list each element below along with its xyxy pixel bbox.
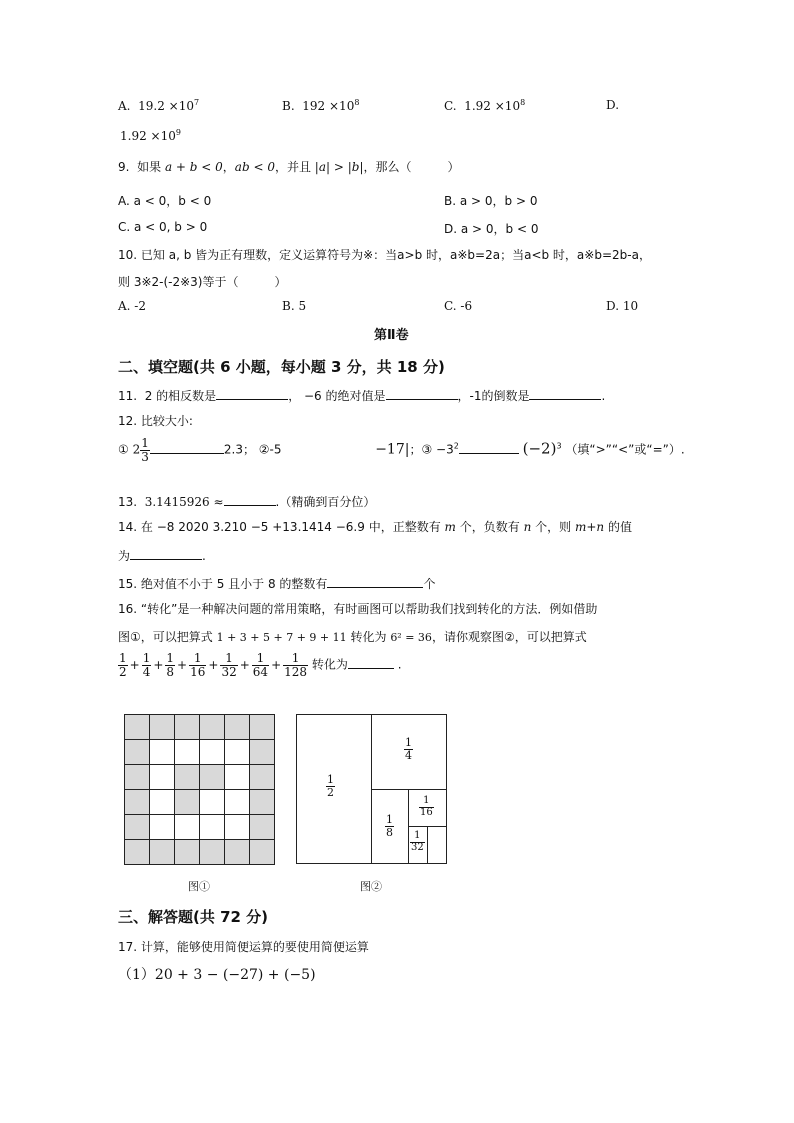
fig1-cell <box>250 790 275 815</box>
fig1-cell <box>250 740 275 765</box>
q16-line2: 图①，可以把算式 1 + 3 + 5 + 7 + 9 + 11 转化为 6² = 36，请你观察图②，可以把算式 <box>118 630 587 644</box>
part2-title: 第Ⅱ卷 <box>374 328 409 343</box>
section2-title: 二、填空题(共 6 小题，每小题 3 分，共 18 分) <box>118 358 445 376</box>
q8-option-b: B. $192 \times 10^8$ <box>282 98 360 113</box>
fig2-label-eighth: $\frac{1}{8}$ <box>386 813 393 839</box>
fig1-cell <box>225 765 250 790</box>
q14-line1: 14. 在 −8 2020 3.210 −5 +13.1414 −6.9 中，正整数有 m 个，负数有 n 个，则 m+n 的值 <box>118 520 633 534</box>
q9-stem: 9. 如果 a + b < 0，ab < 0，并且 |a| > |b|，那么（ ） <box>118 160 460 174</box>
q11: 11. 2 的相反数是 ， −6 的绝对值是 ，-1的倒数是 . <box>118 389 606 403</box>
figure-2-squares <box>296 714 450 866</box>
fig1-cell <box>200 840 225 865</box>
fig1-cell <box>150 765 175 790</box>
q17-sub1: （1）20 + 3 − (−27) + (−5) <box>118 967 316 983</box>
q15: 15. 绝对值不小于 5 且小于 8 的整数有 个 <box>118 577 436 591</box>
series-plus: + <box>239 657 250 672</box>
fig1-cell <box>175 840 200 865</box>
fig1-cell <box>250 840 275 865</box>
fig1-cell <box>175 765 200 790</box>
fig1-cell <box>125 765 150 790</box>
series-plus: + <box>271 657 282 672</box>
fig1-cell <box>225 715 250 740</box>
q9-option-d: D. a > 0，b < 0 <box>444 222 539 236</box>
fig2-label-thirtysecond: $\frac{1}{32}$ <box>411 830 424 853</box>
fig1-cell <box>175 815 200 840</box>
q8-option-d-value: $1.92 \times 10^9$ <box>120 128 181 143</box>
fig1-cell <box>125 840 150 865</box>
series-fraction: $\frac{1}{128}$ <box>284 651 308 679</box>
fig1-cell <box>150 815 175 840</box>
q16-line1: 16. “转化”是一种解决问题的常用策略，有时画图可以帮助我们找到转化的方法．例如借助 <box>118 602 598 616</box>
q16-series: $\frac{1}{2}$ + $\frac{1}{4}$ + $\frac{1}{8}$ + $\frac{1}{16}$ + $\frac{1}{32}$ + $\frac{1}{64}$ + $\frac{1}{128}$ 转化为 . <box>119 651 402 679</box>
q8-option-a: A. $19.2 \times 10^7$ <box>118 98 200 113</box>
series-fraction: $\frac{1}{64}$ <box>252 651 269 679</box>
q10-line1: 10. 已知 a, b 皆为正有理数，定义运算符号为※：当a>b 时，a※b=2a；当a<b 时，a※b=2b-a， <box>118 248 651 262</box>
q12-items: ① 2 $\frac{1}{3}$ 2.3； ②-5 −17|；③ $-3^2$ $(-2)^3$ （填“>”“<”或“=”）. <box>118 436 685 464</box>
fig1-cell <box>125 740 150 765</box>
series-fraction: $\frac{1}{32}$ <box>221 651 237 679</box>
fig1-cell <box>225 740 250 765</box>
q12-stem: 12. 比较大小: <box>118 414 193 428</box>
q14-line2: 为 . <box>118 549 206 563</box>
q10-line2: 则 3※2-(-2※3)等于（ ） <box>118 275 287 289</box>
fig1-cell <box>200 715 225 740</box>
fig1-cell <box>125 715 150 740</box>
fig1-cell <box>200 765 225 790</box>
fig2-label-sixteenth: $\frac{1}{16}$ <box>420 795 433 818</box>
series-fraction: $\frac{1}{8}$ <box>166 651 175 679</box>
fig1-cell <box>250 765 275 790</box>
fig1-cell <box>150 740 175 765</box>
q10-option-c: C. -6 <box>444 299 473 313</box>
fig1-cell <box>175 740 200 765</box>
fig1-cell <box>150 715 175 740</box>
q10-option-a: A. -2 <box>118 299 146 313</box>
fig1-cell <box>200 740 225 765</box>
series-plus: + <box>153 657 164 672</box>
series-fraction: $\frac{1}{4}$ <box>142 651 151 679</box>
q9-option-a: A. a < 0，b < 0 <box>118 194 212 208</box>
q17-stem: 17. 计算，能够使用简便运算的要使用简便运算 <box>118 940 369 954</box>
fig1-cell <box>225 815 250 840</box>
fig1-cell <box>250 715 275 740</box>
series-plus: + <box>129 657 140 672</box>
series-fraction: $\frac{1}{16}$ <box>190 651 206 679</box>
fig1-cell <box>150 790 175 815</box>
fig1-cell <box>225 840 250 865</box>
q10-option-b: B. 5 <box>282 299 307 313</box>
series-plus: + <box>177 657 188 672</box>
fig1-cell <box>175 790 200 815</box>
series-plus: + <box>208 657 219 672</box>
q10-option-d: D. 10 <box>606 299 639 313</box>
q8-option-c: C. $1.92 \times 10^8$ <box>444 98 526 113</box>
figure-1-grid <box>124 714 276 866</box>
fig1-cell <box>175 715 200 740</box>
q9-option-c: C. a < 0, b > 0 <box>118 220 208 234</box>
section3-title: 三、解答题(共 72 分) <box>118 908 269 926</box>
figure-1-caption: 图① <box>188 880 210 893</box>
fig1-cell <box>225 790 250 815</box>
fig1-cell <box>125 815 150 840</box>
fig1-cell <box>125 790 150 815</box>
fig2-label-half: $\frac{1}{2}$ <box>327 773 334 799</box>
q13: 13. 3.1415926 ≈ .（精确到百分位） <box>118 495 376 509</box>
fig1-cell <box>200 790 225 815</box>
fig1-cell <box>200 815 225 840</box>
q9-option-b: B. a > 0，b > 0 <box>444 194 538 208</box>
q8-option-d-label: D. <box>606 98 620 112</box>
figure-2-caption: 图② <box>360 880 382 893</box>
fig1-cell <box>250 815 275 840</box>
fig2-label-quarter: $\frac{1}{4}$ <box>405 736 412 762</box>
series-fraction: $\frac{1}{2}$ <box>119 651 127 679</box>
fig1-cell <box>150 840 175 865</box>
